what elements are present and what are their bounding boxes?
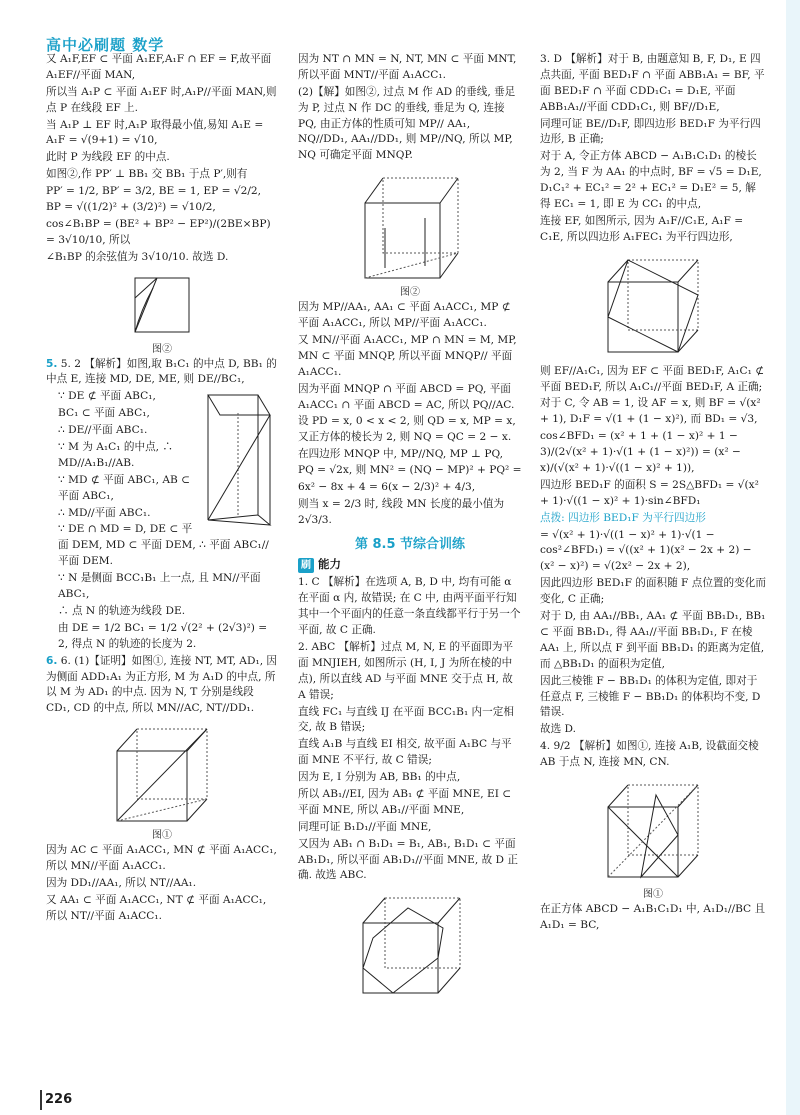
section-title: 第 8.5 节综合训练 — [354, 536, 466, 552]
problem-6: 6. 6. (1)【证明】如图①, 连接 NT, MT, AD₁, 因为侧面 ADD₁A₁ 为正方形, M 为 A₁D 的中点, 所以 M 为 AD₁ 的中点. 因为 N, T 分别是线段 CD₁, CD 的中点, 所以 MN//AC, NT//DD₁. — [46, 654, 278, 715]
paragraph: 又 A₁F,EF ⊂ 平面 A₁EF,A₁F ∩ EF = F,故平面 A₁EF//平面 MAN, — [46, 53, 272, 81]
page-header: 高中必刷题 数学 — [46, 36, 165, 54]
formula: 四边形 BED₁F 的面积 S = 2S△BFD₁ = √(x² + 1)·√((1 − x)² + 1)·sin∠BFD₁ — [540, 478, 759, 507]
paragraph: 因为 NT ∩ MN = N, NT, MN ⊂ 平面 MNT, 所以平面 MNT//平面 A₁ACC₁. — [298, 53, 517, 81]
paragraph: 对于 A, 令正方体 ABCD − A₁B₁C₁D₁ 的棱长为 2, 当 F 为 AA₁ 的中点时, BF = √5 = D₁E, D₁C₁² + EC₁² = 2² + EC₁² = D₁E² = 5, 解得 EC₁ = 1, 即 E 为 CC₁ 的中点, — [540, 150, 762, 211]
column-1 — [46, 52, 278, 926]
paragraph: 在正方体 ABCD − A₁B₁C₁D₁ 中, A₁D₁//BC 且 A₁D₁ = BC, — [540, 902, 766, 931]
paragraph: 直线 FC₁ 与直线 IJ 在平面 BCC₁B₁ 内一定相交, 故 B 错误; — [298, 705, 514, 734]
paragraph: 因为平面 MNQP ∩ 平面 ABCD = PQ, 平面 A₁ACC₁ ∩ 平面 ABCD = AC, 所以 PQ//AC. — [298, 382, 515, 411]
paragraph: ∵ MD ⊄ 平面 ABC₁, AB ⊂ 平面 ABC₁, — [58, 473, 191, 502]
paragraph: 如图②,作 PP′ ⊥ BB₁ 交 BB₁ 于点 P′,则有 — [46, 168, 248, 181]
page-number: 226 — [40, 1090, 72, 1110]
paragraph: 由 DE = 1/2 BC₁ = 1/2 √(2² + (2√3)²) = 2, 得点 N 的轨迹的长度为 2. — [58, 621, 268, 650]
paragraph: ∵ N 是侧面 BCC₁B₁ 上一点, 且 MN//平面 ABC₁, — [58, 572, 261, 601]
subsection-title — [298, 556, 522, 573]
paragraph: 当 A₁P ⊥ EF 时,A₁P 取得最小值,易知 A₁E = A₁F = √(9+1) = √10, — [46, 118, 264, 147]
paragraph: ∵ DE ⊄ 平面 ABC₁, — [58, 390, 156, 403]
figure-caption: 图② — [400, 287, 420, 299]
paragraph: 6. (1)【证明】如图①, 连接 NT, MT, AD₁, 因为侧面 ADD₁A₁ 为正方形, M 为 A₁D 的中点, 所以 M 为 AD₁ 的中点. 因为 N, T 分别是线段 CD₁, CD 的中点, 所以 MN//AC, NT//DD₁. — [46, 654, 278, 715]
paragraph: 直线 A₁B 与直线 EI 相交, 故平面 A₁BC 与平面 MNE 不平行, 故 C 错误; — [298, 738, 512, 767]
paragraph: 同理可证 BE//D₁F, 即四边形 BED₁F 为平行四边形, B 正确; — [540, 117, 761, 146]
column-2 — [298, 52, 522, 1002]
figure-caption: 图① — [152, 830, 172, 842]
paragraph: 又因为 AB₁ ∩ B₁D₁ = B₁, AB₁, B₁D₁ ⊂ 平面 AB₁D₁, 所以平面 AB₁D₁//平面 MNE, 故 D 正确. 故选 ABC. — [298, 837, 519, 882]
figure-cube-5 — [596, 775, 711, 885]
paragraph: 所以 AB₁//EI, 因为 AB₁ ⊄ 平面 MNE, EI ⊂ 平面 MNE, 所以 AB₁//平面 MNE, — [298, 788, 512, 816]
paragraph: 因此四边形 BED₁F 的面积随 F 点位置的变化而变化, C 正确; — [540, 577, 766, 606]
tip-note: 点拨: 四边形 BED₁F 为平行四边形 — [540, 511, 706, 524]
right-edge-strip — [786, 0, 800, 1115]
paragraph: BC₁ ⊂ 平面 ABC₁, — [58, 407, 150, 420]
paragraph: ∵ DE ∩ MD = D, DE ⊂ 平面 DEM, MD ⊂ 平面 DEM, ∴ 平面 ABC₁//平面 DEM. — [58, 523, 269, 568]
formula: cos∠B₁BP = (BE² + BP² − EP²)/(2BE×BP) = 3√10/10, 所以 — [46, 217, 271, 246]
figure-caption: 图① — [643, 888, 663, 900]
paragraph: 又 AA₁ ⊂ 平面 A₁ACC₁, NT ⊄ 平面 A₁ACC₁, 所以 NT//平面 A₁ACC₁. — [46, 893, 267, 922]
paragraph: 同理可证 B₁D₁//平面 MNE, — [298, 820, 432, 833]
figure-cube-3 — [353, 888, 468, 998]
figure-cube-4 — [596, 250, 711, 360]
formula: = √(x² + 1)·√((1 − x)² + 1)·√(1 − cos²∠BFD₁) = √((x² + 1)(x² − 2x + 2) − (x² − x)²) = √(2x² − 2x + 2), — [540, 528, 752, 573]
subsection-label: 能力 — [318, 557, 341, 572]
paragraph: ∠B₁BP 的余弦值为 3√10/10. 故选 D. — [46, 250, 229, 263]
paragraph: 则 EF//A₁C₁, 因为 EF ⊂ 平面 BED₁F, A₁C₁ ⊄ 平面 BED₁F, 所以 A₁C₁//平面 BED₁F, A 正确; — [540, 364, 765, 393]
paragraph: 对于 D, 由 AA₁//BB₁, AA₁ ⊄ 平面 BB₁D₁, BB₁ ⊂ 平面 BB₁D₁, 得 AA₁//平面 BB₁D₁, F 在棱 AA₁ 上, 所以点 F 到平面 BB₁D₁ 的距离为定值, 而 △BB₁D₁ 的面积为定值, — [540, 610, 766, 670]
paragraph: ∴ MD//平面 ABC₁. — [58, 506, 151, 519]
problem-5: 5. 5. 2 【解析】如图,取 B₁C₁ 的中点 D, BB₁ 的中点 E, 连接 MD, DE, ME, 则 DE//BC₁, — [46, 357, 277, 386]
paragraph: 2. ABC 【解析】过点 M, N, E 的平面即为平面 MNJIEH, 如图所示 (H, I, J 为所在棱的中点), 所以直线 AD 与平面 MNE 交于点 H, 故 A 错误; — [298, 641, 514, 701]
paragraph: 对于 C, 令 AB = 1, 设 AF = x, 则 BF = √(x² + 1), D₁F = √(1 + (1 − x)²), 而 BD₁ = √3, — [540, 397, 761, 426]
paragraph: ∴ DE//平面 ABC₁. — [58, 424, 148, 437]
paragraph: 则当 x = 2/3 时, 线段 MN 长度的最小值为 2√3/3. — [298, 497, 505, 526]
paragraph: ∴ 点 N 的轨迹为线段 DE. — [58, 604, 186, 617]
formula: PP′ = 1/2, BP′ = 3/2, BE = 1, EP = √2/2, BP = √((1/2)² + (3/2)²) = √10/2, — [46, 185, 262, 214]
formula: cos∠BFD₁ = (x² + 1 + (1 − x)² + 1 − 3)/(2√(x² + 1)·√(1 + (1 − x)²)) = (x² − x)/(√(x² + 1)·√((1 − x)² + 1)), — [540, 430, 741, 475]
paragraph: 因为 E, I 分别为 AB, BB₁ 的中点, — [298, 771, 461, 784]
paragraph: 设 PD = x, 0 < x < 2, 则 QD = x, MP = x, 又正方体的棱长为 2, 则 NQ = QC = 2 − x. — [298, 415, 516, 444]
flag-icon: 刷 — [298, 558, 314, 573]
paragraph: 在四边形 MNQP 中, MP//NQ, MP ⊥ PQ, PQ = √2x, 则 MN² = (NQ − MP)² + PQ² = — [298, 448, 522, 477]
paragraph: 因为 DD₁//AA₁, 所以 NT//AA₁. — [46, 876, 197, 889]
figure-square — [127, 270, 197, 340]
column-3 — [540, 52, 766, 935]
paragraph: 又 MN//平面 A₁ACC₁, MP ∩ MN = M, MP, MN ⊂ 平面 MNQP, 所以平面 MNQP// 平面 A₁ACC₁. — [298, 334, 517, 378]
paragraph: 故选 D. — [540, 723, 577, 736]
figure-cube-2 — [355, 168, 465, 283]
paragraph: 此时 P 为线段 EF 的中点. — [46, 151, 170, 164]
paragraph: 3. D 【解析】对于 B, 由题意知 B, F, D₁, E 四点共面, 平面 BED₁F ∩ 平面 ABB₁A₁ = BF, 平面 BED₁F ∩ 平面 CDD₁C₁ = D₁E, 平面 ABB₁A₁//平面 CDD₁C₁, 则 BF//D₁E, — [540, 53, 765, 113]
paragraph: 1. C 【解析】在选项 A, B, D 中, 均有可能 α 在平面 α 内, 故错误; 在 C 中, 由两平面平行知其中一个平面内的任意一条直线都平行于另一个平面, 故 C 正确. — [298, 576, 521, 637]
paragraph: ∵ M 为 A₁C₁ 的中点, ∴ MD//A₁B₁//AB. — [58, 441, 174, 469]
paragraph: 因为 AC ⊂ 平面 A₁ACC₁, MN ⊄ 平面 A₁ACC₁, 所以 MN//平面 A₁ACC₁. — [46, 844, 277, 873]
figure-prism — [198, 385, 278, 535]
figure-caption: 图② — [152, 343, 172, 355]
paragraph: (2)【解】如图②, 过点 M 作 AD 的垂线, 垂足为 P, 过点 N 作 DC 的垂线, 垂足为 Q, 连接 PQ, 由正方体的性质可知 MP// AA₁, NQ//DD₁, AA₁//DD₁, 则 MP//NQ, 所以 MP, NQ 可确定平面 MNQP. — [298, 85, 516, 162]
paragraph: 4. 9/2 【解析】如图①, 连接 A₁B, 设截面交棱 AB 于点 N, 连接 MN, CN. — [540, 740, 759, 769]
paragraph: 因为 MP//AA₁, AA₁ ⊂ 平面 A₁ACC₁, MP ⊄ 平面 A₁ACC₁, 所以 MP//平面 A₁ACC₁. — [298, 301, 511, 330]
figure-cube-1 — [107, 721, 217, 826]
formula: 6x² − 8x + 4 = 6(x − 2/3)² + 4/3, — [298, 481, 476, 494]
paragraph: 因此三棱锥 F − BB₁D₁ 的体积为定值, 即对于任意点 F, 三棱锥 F − BB₁D₁ 的体积均不变, D 错误. — [540, 674, 761, 719]
paragraph: 连接 EF, 如图所示, 因为 A₁F//C₁E, A₁F = C₁E, 所以四边形 A₁FEC₁ 为平行四边形, — [540, 214, 744, 243]
paragraph: 5. 2 【解析】如图,取 B₁C₁ 的中点 D, BB₁ 的中点 E, 连接 MD, DE, ME, 则 DE//BC₁, — [46, 357, 277, 386]
paragraph: 所以当 A₁P ⊂ 平面 A₁EF 时,A₁P//平面 MAN,则点 P 在线段 EF 上. — [46, 85, 277, 114]
